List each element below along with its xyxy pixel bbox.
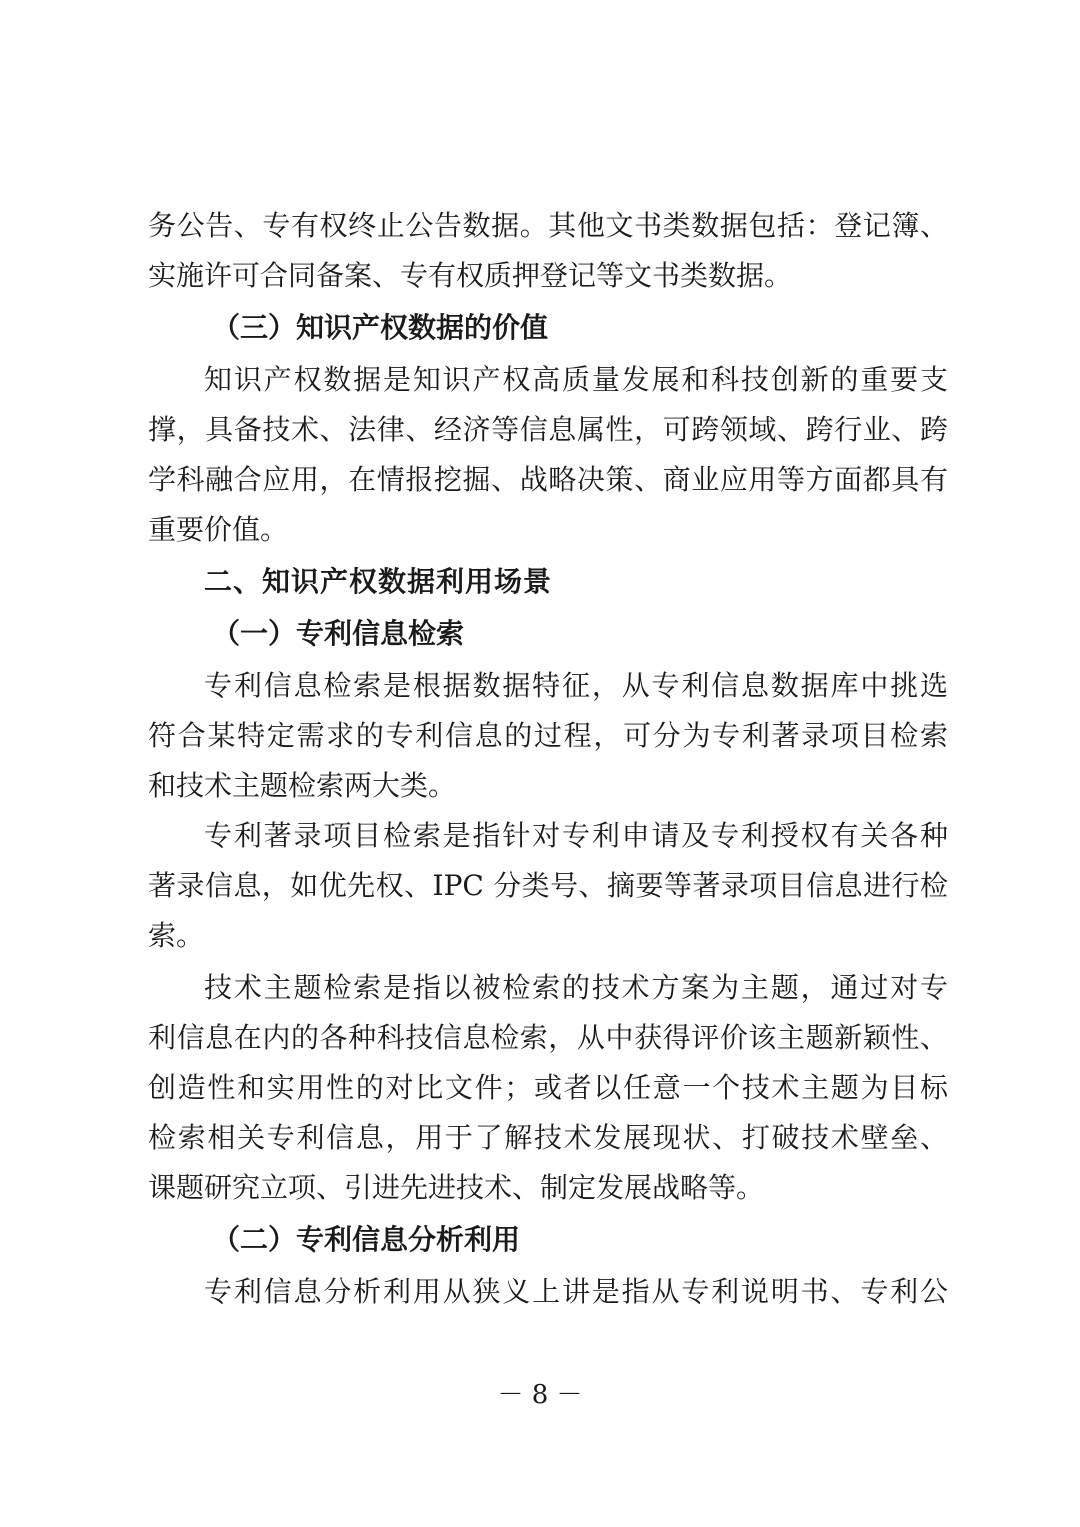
paragraph-line: 符合某特定需求的专利信息的过程，可分为专利著录项目检索 xyxy=(148,719,948,752)
paragraph-line: 务公告、专有权终止公告数据。其他文书类数据包括：登记簿、 xyxy=(148,209,948,242)
section-heading-2: （二）专利信息分析利用 xyxy=(212,1223,521,1256)
paragraph-line: 专利著录项目检索是指针对专利申请及专利授权有关各种 xyxy=(204,819,948,852)
paragraph-line: 实施许可合同备案、专有权质押登记等文书类数据。 xyxy=(148,259,793,292)
paragraph-line: 检索相关专利信息，用于了解技术发展现状、打破技术壁垒、 xyxy=(148,1121,948,1154)
paragraph-line: 学科融合应用，在情报挖掘、战略决策、商业应用等方面都具有 xyxy=(148,463,948,496)
paragraph-line: 著录信息，如优先权、IPC 分类号、摘要等著录项目信息进行检 xyxy=(148,869,948,902)
paragraph-line: 课题研究立项、引进先进技术、制定发展战略等。 xyxy=(148,1171,765,1204)
paragraph-line: 专利信息分析利用从狭义上讲是指从专利说明书、专利公 xyxy=(204,1275,948,1308)
paragraph-line: 创造性和实用性的对比文件；或者以任意一个技术主题为目标 xyxy=(148,1071,948,1104)
paragraph-line: 技术主题检索是指以被检索的技术方案为主题，通过对专 xyxy=(204,971,948,1004)
paragraph-line: 撑，具备技术、法律、经济等信息属性，可跨领域、跨行业、跨 xyxy=(148,413,948,446)
paragraph-line: 索。 xyxy=(148,919,205,952)
section-heading-1: （一）专利信息检索 xyxy=(212,617,465,650)
paragraph-line: 和技术主题检索两大类。 xyxy=(148,769,457,802)
chapter-heading: 二、知识产权数据利用场景 xyxy=(204,565,553,598)
paragraph-line: 专利信息检索是根据数据特征，从专利信息数据库中挑选 xyxy=(204,669,948,702)
paragraph-line: 重要价值。 xyxy=(148,513,289,546)
page-number: － 8 － xyxy=(497,1380,583,1410)
paragraph-line: 利信息在内的各种科技信息检索，从中获得评价该主题新颖性、 xyxy=(148,1021,948,1054)
section-heading-3: （三）知识产权数据的价值 xyxy=(212,311,549,344)
paragraph-line: 知识产权数据是知识产权高质量发展和科技创新的重要支 xyxy=(204,363,948,396)
